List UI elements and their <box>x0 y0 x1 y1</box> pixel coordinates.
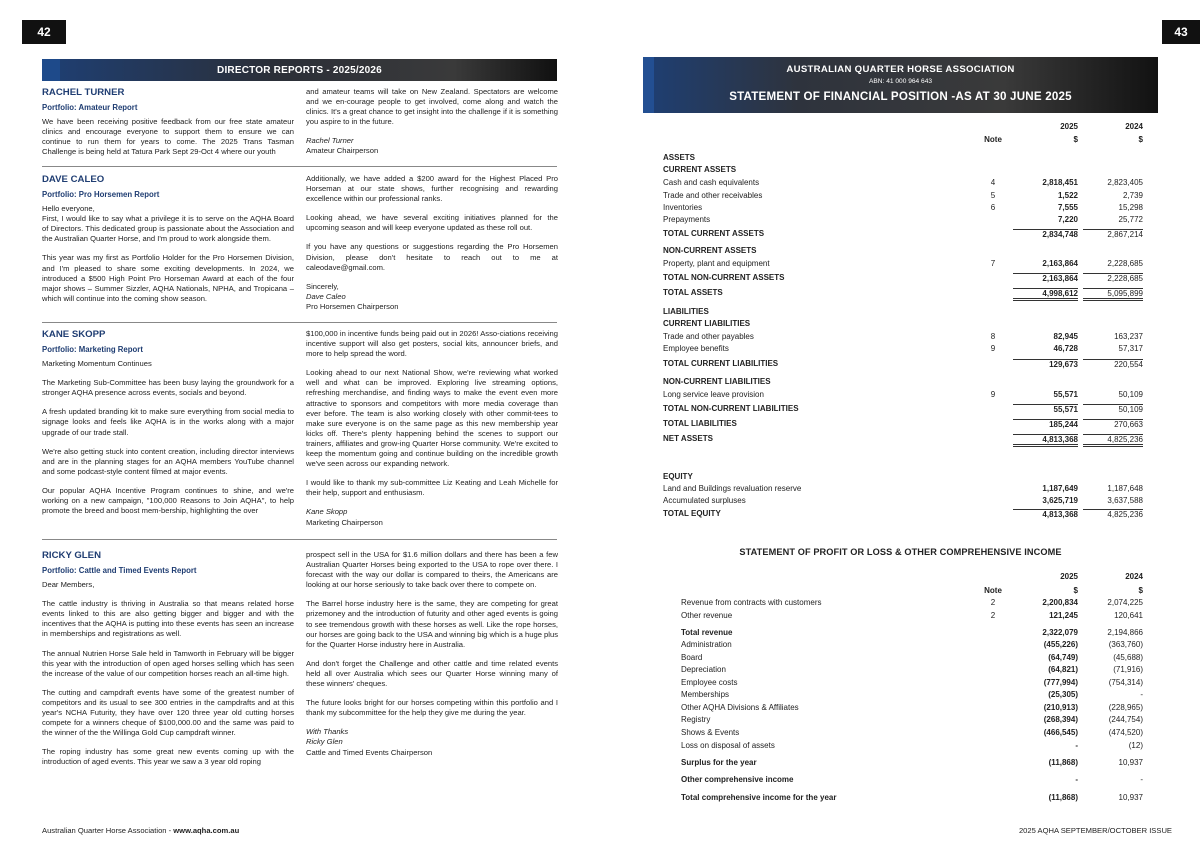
table-row <box>663 203 1143 214</box>
report-col-left <box>42 87 294 157</box>
report-paragraph: We have been receiving positive feedback from our free state amateur clinics and encourage everyone to support them to ensure we can continue to run them for years to come. The 2025 Trans Tasman Challenge is being held at Tatura Park Sept 29-Oct 4 where our youth <box>42 117 294 157</box>
row-label: Revenue from contracts with customers <box>681 598 822 607</box>
footer-org: Australian Quarter Horse Association - <box>42 826 174 835</box>
banner-title: DIRECTOR REPORTS - 2025/2026 <box>217 64 382 76</box>
row-note: 9 <box>990 344 996 353</box>
report-portfolio: Portfolio: Marketing Report <box>42 345 143 354</box>
col-currency-2024: $ <box>1138 586 1143 595</box>
row-value-2025: 2,322,079 <box>1042 628 1078 637</box>
row-value-2024: 2,228,685 <box>1083 273 1143 283</box>
row-value-2024: 270,663 <box>1083 419 1143 429</box>
table-row <box>681 640 1161 651</box>
report-paragraph: Dear Members, <box>42 580 95 590</box>
table-row <box>663 434 1143 445</box>
row-value-2024: 2,074,225 <box>1107 598 1143 607</box>
report-paragraph: Additionally, we have added a $200 award for the Highest Placed Pro Horseman at our state shows, further recognising and rewarding excellence within our professional ranks. <box>306 174 558 204</box>
row-label: TOTAL CURRENT LIABILITIES <box>663 359 779 368</box>
row-value-2025: 46,728 <box>1053 344 1078 353</box>
report-paragraph: Looking ahead to our next National Show, we're reviewing what worked well and what can be improved. Exploring live streaming options, refreshing merchandise, and finding ways to make the event even more attractive to sponsors and competitors with more media coverage than ever before. The team is also working closely with other commit-tees to make sure everyone is on the same page as this new membership year kicks off. There's plenty happening behind the scenes to support our trainers, affiliates and grow-ing Quarter Horse community. We're excited to keep the momentum going and continue building on the incredible growth we've seen across our expanding network. <box>306 368 558 469</box>
report-paragraph: The cutting and campdraft events have some of the greatest number of competitors and its usual to see 300 entries in the campdrafts and at this year's NCHA Futurity, they have over 120 three year old cutting horses compete for a winners cheque of $100,000.00 and the same was paid to the winner of the the Willinga Gold Cup campdraft winner. <box>42 687 294 738</box>
table-row <box>663 404 1143 415</box>
page-number-left: 42 <box>22 20 66 44</box>
footer-url-link[interactable]: www.aqha.com.au <box>173 826 240 835</box>
row-value-2025: 82,945 <box>1053 332 1078 341</box>
table-row <box>663 259 1143 270</box>
row-value-2025: (11,868) <box>1048 793 1078 802</box>
association-name: AUSTRALIAN QUARTER HORSE ASSOCIATION <box>786 64 1015 75</box>
row-value-2025: 2,834,748 <box>1013 229 1078 239</box>
row-note: 9 <box>990 390 996 399</box>
row-value-2025: 4,813,368 <box>1013 434 1078 447</box>
row-label: Other revenue <box>681 611 733 620</box>
report-dave-caleo <box>42 174 557 319</box>
row-value-2025: (455,226) <box>1043 640 1078 649</box>
footer-left <box>42 826 239 835</box>
report-signature: Rachel Turner <box>306 136 354 146</box>
divider <box>42 322 557 323</box>
row-value-2025: 2,163,864 <box>1042 259 1078 268</box>
row-value-2025: 4,813,368 <box>1013 509 1078 519</box>
report-paragraph: First, I would like to say what a privilege it is to serve on the AQHA Board of Directors. This dedicated group is passionate about the Association and the Australian Quarter Horse, and I'm proud to work alongside them. <box>42 214 294 244</box>
report-col-right <box>306 174 558 312</box>
table-row <box>663 419 1143 430</box>
row-label: TOTAL CURRENT ASSETS <box>663 229 765 238</box>
table-row <box>663 229 1143 240</box>
table-row <box>663 246 1143 257</box>
column-header-years <box>681 572 1161 583</box>
row-note: 2 <box>990 611 996 620</box>
banner-accent <box>42 59 60 81</box>
table-row <box>663 273 1143 284</box>
report-role: Marketing Chairperson <box>306 517 383 527</box>
table-row <box>663 153 1143 164</box>
col-currency-2024: $ <box>1138 135 1143 144</box>
row-value-2024: - <box>1140 690 1143 699</box>
row-value-2024: 4,825,236 <box>1083 434 1143 447</box>
col-note: Note <box>984 135 1002 144</box>
row-value-2025: 55,571 <box>1013 404 1078 414</box>
row-label: Land and Buildings revaluation reserve <box>663 484 802 493</box>
row-value-2025: 2,818,451 <box>1042 178 1078 187</box>
table-row <box>681 741 1161 752</box>
row-label: Total comprehensive income for the year <box>681 793 837 802</box>
row-label: Loss on disposal of assets <box>681 741 775 750</box>
report-paragraph: Our popular AQHA Incentive Program continues to shine, and we're working on a new campaign, "100,000 Reasons to Join AQHA", to help promote the breed and boost mem-bership, highlighting the over <box>42 485 294 516</box>
table-row <box>681 728 1161 739</box>
row-value-2025: 129,673 <box>1013 359 1078 369</box>
table-row <box>681 758 1161 769</box>
row-value-2024: 15,298 <box>1118 203 1143 212</box>
column-header-note <box>663 135 1143 146</box>
table-row <box>663 390 1143 401</box>
report-portfolio: Portfolio: Pro Horsemen Report <box>42 190 160 199</box>
report-paragraph: If you have any questions or suggestions regarding the Pro Horsemen Division, please don't hesitate to reach out to me at caleodave@gmail.com. <box>306 242 558 272</box>
column-header-note <box>681 586 1161 597</box>
table-row <box>681 678 1161 689</box>
footer-right: 2025 AQHA SEPTEMBER/OCTOBER ISSUE <box>1018 826 1172 835</box>
table-row <box>663 359 1143 370</box>
row-value-2024: 1,187,648 <box>1107 484 1143 493</box>
col-2024: 2024 <box>1125 122 1143 131</box>
financial-position-banner <box>643 57 1158 113</box>
report-paragraph: The future looks bright for our horses competing within this portfolio and I thank my subcommittee for the help they give me during the year. <box>306 698 558 718</box>
report-name: RACHEL TURNER <box>42 87 125 98</box>
row-value-2024: (12) <box>1128 741 1143 750</box>
row-label: Total revenue <box>681 628 733 637</box>
row-value-2025: 2,200,834 <box>1042 598 1078 607</box>
row-value-2024: 2,867,214 <box>1083 229 1143 239</box>
row-value-2024: (244,754) <box>1108 715 1143 724</box>
col-2025: 2025 <box>1060 572 1078 581</box>
row-value-2024: 10,937 <box>1118 793 1143 802</box>
row-value-2025: 185,244 <box>1013 419 1078 429</box>
row-value-2024: 4,825,236 <box>1083 509 1143 519</box>
row-value-2025: (25,305) <box>1048 690 1078 699</box>
row-note: 6 <box>990 203 996 212</box>
banner-accent <box>643 57 654 113</box>
row-value-2024: (45,688) <box>1113 653 1143 662</box>
pl-statement-title: STATEMENT OF PROFIT OR LOSS & OTHER COMPREHENSIVE INCOME <box>739 547 1062 557</box>
report-portfolio: Portfolio: Amateur Report <box>42 103 138 112</box>
report-paragraph: The Barrel horse industry here is the same, they are competing for great prizemoney and the introduction of futurity and other aged events is going to see tremendous growth with these horses as well. Like the rope horses, our horses are going back to the USA and winning big which is a huge plus for the Quarter Horse industry here in Australia. <box>306 599 558 649</box>
profit-loss-table <box>681 572 1161 807</box>
financial-position-table <box>663 122 1143 527</box>
report-signature: Kane Skopp <box>306 507 348 517</box>
row-label: Administration <box>681 640 732 649</box>
row-label: Prepayments <box>663 215 711 224</box>
row-label: NET ASSETS <box>663 434 713 443</box>
table-row <box>681 611 1161 622</box>
row-label: Surplus for the year <box>681 758 757 767</box>
report-portfolio: Portfolio: Cattle and Timed Events Report <box>42 566 197 575</box>
row-label: Inventories <box>663 203 703 212</box>
row-label: Registry <box>681 715 711 724</box>
report-paragraph: Hello everyone, <box>42 204 95 214</box>
row-label: Memberships <box>681 690 730 699</box>
row-label: ASSETS <box>663 153 696 162</box>
report-paragraph: The roping industry has some great new events coming up with the introduction of aged events. This year we saw a 3 year old roping <box>42 747 294 767</box>
report-paragraph: A fresh updated branding kit to make sure everything from social media to signage looks and feels like AQHA is in the works along with a major upgrade of our trade stall. <box>42 407 294 437</box>
row-note: 8 <box>990 332 996 341</box>
column-header-years <box>663 122 1143 133</box>
row-value-2024: 120,641 <box>1114 611 1143 620</box>
row-value-2024: 5,095,899 <box>1083 288 1143 301</box>
row-value-2024: (363,760) <box>1108 640 1143 649</box>
table-row <box>681 690 1161 701</box>
table-row <box>681 665 1161 676</box>
row-label: Cash and cash equivalents <box>663 178 760 187</box>
report-col-right <box>306 87 558 157</box>
report-paragraph: and amateur teams will take on New Zealand. Spectators are welcome and we en-courage people to get involved, come along and watch the clinics. It's a great chance to get insight into the challenge if it is something you aspire to in the future. <box>306 87 558 127</box>
row-value-2024: 2,194,866 <box>1107 628 1143 637</box>
report-name: RICKY GLEN <box>42 550 101 561</box>
report-paragraph: The cattle industry is thriving in Australia so that means related horse events linked to this are also getting bigger and bigger and with the incentives that the AQHA is putting into these events has seen an increase in memberships and registrations as well. <box>42 599 294 639</box>
row-label: CURRENT LIABILITIES <box>663 319 751 328</box>
report-paragraph: I would like to thank my sub-committee Liz Keating and Leah Michelle for their help, support and enthusiasm. <box>306 478 558 498</box>
row-note: 4 <box>990 178 996 187</box>
table-row <box>663 307 1143 318</box>
col-currency-2025: $ <box>1073 586 1078 595</box>
report-paragraph: The annual Nutrien Horse Sale held in Tamworth in February will be bigger this year with the introduction of open aged horses selling which has seen the increase of the value of our competition horses reach an all-time high. <box>42 648 294 678</box>
row-value-2025: - <box>1075 741 1078 750</box>
row-value-2025: 7,220 <box>1057 215 1078 224</box>
row-label: TOTAL EQUITY <box>663 509 721 518</box>
col-2025: 2025 <box>1060 122 1078 131</box>
row-label: NON-CURRENT ASSETS <box>663 246 757 255</box>
row-value-2024: 50,109 <box>1083 404 1143 414</box>
row-value-2025: - <box>1075 775 1078 784</box>
table-row <box>681 598 1161 609</box>
col-note: Note <box>984 586 1002 595</box>
director-reports-banner <box>42 59 557 81</box>
row-label: TOTAL NON-CURRENT LIABILITIES <box>663 404 799 413</box>
report-signature: Ricky Glen <box>306 737 343 747</box>
report-paragraph: The Marketing Sub-Committee has been busy laying the groundwork for a stronger AQHA presence across events, socials and beyond. <box>42 378 294 398</box>
row-label: Shows & Events <box>681 728 740 737</box>
row-value-2024: 163,237 <box>1114 332 1143 341</box>
row-label: CURRENT ASSETS <box>663 165 737 174</box>
table-row <box>663 288 1143 299</box>
row-label: Trade and other receivables <box>663 191 763 200</box>
row-label: TOTAL ASSETS <box>663 288 723 297</box>
row-value-2024: 3,637,588 <box>1107 496 1143 505</box>
report-paragraph: Marketing Momentum Continues <box>42 359 152 369</box>
row-value-2024: 2,739 <box>1122 191 1143 200</box>
row-value-2024: (228,965) <box>1108 703 1143 712</box>
table-row <box>663 509 1143 520</box>
report-paragraph: $100,000 in incentive funds being paid out in 2026! Asso-ciations receiving incentive support will also get posters, social kits, announcer briefs, and more to help spread the word. <box>306 329 558 359</box>
row-label: TOTAL LIABILITIES <box>663 419 737 428</box>
table-row <box>681 715 1161 726</box>
table-row <box>681 775 1161 786</box>
row-value-2024: 50,109 <box>1118 390 1143 399</box>
row-value-2025: 1,522 <box>1057 191 1078 200</box>
row-value-2025: 1,187,649 <box>1042 484 1078 493</box>
row-note: 5 <box>990 191 996 200</box>
row-value-2024: 10,937 <box>1118 758 1143 767</box>
row-value-2024: 220,554 <box>1083 359 1143 369</box>
row-label: NON-CURRENT LIABILITIES <box>663 377 771 386</box>
report-kane-skopp <box>42 329 557 534</box>
row-value-2025: (64,821) <box>1048 665 1078 674</box>
report-paragraph: prospect sell in the USA for $1.6 million dollars and there has been a few Australian Quarter Horses being exported to the USA to rope over there. I forecast with the way our dollar is compared to theirs, the Americans are looking at our horse seriously to take back over there to compete on. <box>306 550 558 590</box>
report-closing: With Thanks <box>306 727 349 737</box>
report-col-right <box>306 329 558 528</box>
report-role: Pro Horsemen Chairperson <box>306 301 399 311</box>
row-label: Other AQHA Divisions & Affiliates <box>681 703 799 712</box>
table-row <box>663 472 1143 483</box>
row-note: 7 <box>990 259 996 268</box>
report-paragraph: Looking ahead, we have several exciting initiatives planned for the upcoming season and will keep everyone updated as these roll out. <box>306 213 558 233</box>
table-row <box>681 628 1161 639</box>
table-row <box>681 653 1161 664</box>
report-paragraph: We're also getting stuck into content creation, including director interviews and are in the planning stages for an AQHA members YouTube channel and some podcast-style content filmed at major events. <box>42 446 294 476</box>
row-value-2024: 57,317 <box>1118 344 1143 353</box>
table-row <box>663 344 1143 355</box>
table-row <box>663 215 1143 226</box>
row-value-2025: (11,868) <box>1048 758 1078 767</box>
row-label: EQUITY <box>663 472 693 481</box>
row-value-2024: 25,772 <box>1118 215 1143 224</box>
table-row <box>681 793 1161 804</box>
row-label: Accumulated surpluses <box>663 496 746 505</box>
row-value-2025: 3,625,719 <box>1042 496 1078 505</box>
table-row <box>663 332 1143 343</box>
col-currency-2025: $ <box>1073 135 1078 144</box>
row-label: LIABILITIES <box>663 307 709 316</box>
table-row <box>663 484 1143 495</box>
row-value-2025: (777,994) <box>1043 678 1078 687</box>
table-row <box>663 319 1143 330</box>
row-value-2025: (64,749) <box>1048 653 1078 662</box>
row-label: Long service leave provision <box>663 390 764 399</box>
row-value-2025: 4,998,612 <box>1013 288 1078 301</box>
row-label: Property, plant and equipment <box>663 259 770 268</box>
row-value-2025: 7,555 <box>1057 203 1078 212</box>
row-value-2025: (268,394) <box>1043 715 1078 724</box>
row-label: TOTAL NON-CURRENT ASSETS <box>663 273 785 282</box>
row-value-2024: 2,823,405 <box>1107 178 1143 187</box>
table-row <box>663 165 1143 176</box>
report-col-right <box>306 550 558 758</box>
row-label: Depreciation <box>681 665 726 674</box>
table-row <box>663 496 1143 507</box>
row-value-2025: 2,163,864 <box>1013 273 1078 283</box>
row-label: Other comprehensive income <box>681 775 794 784</box>
row-note: 2 <box>990 598 996 607</box>
divider <box>42 166 557 167</box>
row-value-2024: (71,916) <box>1113 665 1143 674</box>
row-label: Employee costs <box>681 678 738 687</box>
report-role: Cattle and Timed Events Chairperson <box>306 747 433 757</box>
report-name: KANE SKOPP <box>42 329 106 340</box>
row-label: Employee benefits <box>663 344 729 353</box>
row-label: Board <box>681 653 703 662</box>
report-col-left <box>42 329 294 516</box>
report-col-left <box>42 550 294 768</box>
report-ricky-glen <box>42 550 557 800</box>
statement-title: STATEMENT OF FINANCIAL POSITION -AS AT 30 JUNE 2025 <box>729 90 1072 103</box>
row-value-2025: (466,545) <box>1043 728 1078 737</box>
table-row <box>663 178 1143 189</box>
report-signature: Dave Caleo <box>306 291 346 301</box>
table-row <box>681 703 1161 714</box>
report-role: Amateur Chairperson <box>306 146 379 156</box>
divider <box>42 539 557 540</box>
abn-number: ABN: 41 000 964 643 <box>868 78 933 85</box>
report-name: DAVE CALEO <box>42 174 105 185</box>
row-label: Trade and other payables <box>663 332 754 341</box>
report-closing: Sincerely, <box>306 281 339 291</box>
table-row <box>663 191 1143 202</box>
report-paragraph: And don't forget the Challenge and other cattle and time related events held all over Australia which sees our Quarter Horse winning many of these winners' cheques. <box>306 658 558 689</box>
row-value-2024: 2,228,685 <box>1107 259 1143 268</box>
report-rachel-turner <box>42 87 557 167</box>
col-2024: 2024 <box>1125 572 1143 581</box>
table-row <box>663 377 1143 388</box>
row-value-2024: - <box>1140 775 1143 784</box>
row-value-2024: (474,520) <box>1108 728 1143 737</box>
page-number-right: 43 <box>1162 20 1200 44</box>
report-paragraph: This year was my first as Portfolio Holder for the Pro Horsemen Division, and I'm pleased to share some exciting developments. In 2024, we introduced a $500 High Point Pro Horseman Award at each of the four major shows – Summer Sizzler, AQHA Nationals, NPHA, and Tropicana – which will continue into the coming show season. <box>42 253 294 303</box>
row-value-2025: 55,571 <box>1053 390 1078 399</box>
row-value-2025: (210,913) <box>1043 703 1078 712</box>
row-value-2024: (754,314) <box>1108 678 1143 687</box>
report-col-left <box>42 174 294 304</box>
row-value-2025: 121,245 <box>1049 611 1078 620</box>
